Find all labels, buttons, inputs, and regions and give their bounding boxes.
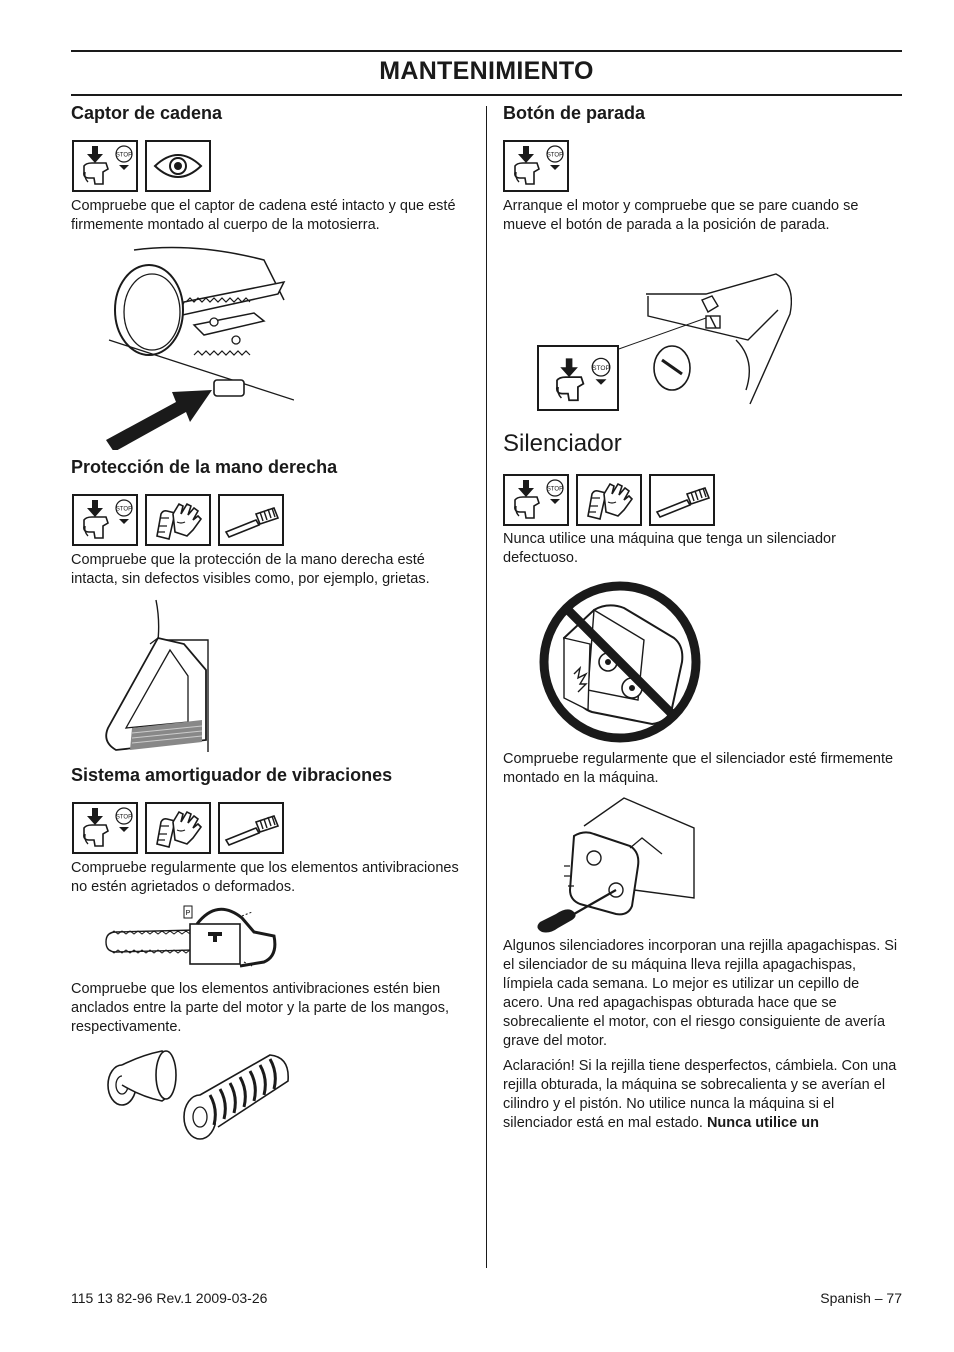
vibraciones-text-1: Compruebe regularmente que los elementos antivibraciones no estén agrietados o deformados.	[71, 860, 459, 895]
captor-text: Compruebe que el captor de cadena esté intacto y que esté firmemente montado al cuerpo de la motosierra.	[71, 198, 456, 233]
top-rule	[71, 50, 902, 52]
silenciador-text-2: Compruebe regularmente que el silenciador esté firmemente montado en la máquina.	[503, 751, 894, 786]
section-heading-silenciador: Silenciador	[503, 430, 622, 457]
silenciador-text-4-bold: Nunca utilice un	[706, 1115, 819, 1131]
stop-switch-illustration	[536, 250, 792, 420]
svg-text:P: P	[185, 910, 191, 917]
proteccion-icon-row	[72, 494, 284, 546]
inspect-eye-icon	[145, 140, 211, 192]
gloves-icon	[576, 474, 642, 526]
chainsaw-side-illustration	[102, 902, 277, 974]
stop-motor-icon	[72, 140, 138, 192]
brush-icon	[649, 474, 715, 526]
section-heading-proteccion: Protección de la mano derecha	[71, 457, 338, 477]
stop-motor-icon	[503, 474, 569, 526]
section-heading-vibraciones: Sistema amortiguador de vibraciones	[71, 765, 393, 785]
silenciador-text-4-regular: Aclaración! Si la rejilla tiene desperfectos, cámbiela. Con una rejilla obturada, la máquina se sobrecalienta y se averían el cilindro y el pistón. No utilice nunca la máquina si el silenciador está en mal estado.	[503, 1058, 897, 1131]
silenciador-text-3: Algunos silenciadores incorporan una rejilla apagachispas. Si el silenciador de su máquina lleva rejilla apagachispas, límpiela cada semana. Lo mejor es utilizar un cepillo de acero. Una red apagachispas obturada hace que se sobrecaliente el motor, con el riesgo consiguiente de avería grave del motor.	[503, 938, 898, 1049]
gloves-icon	[145, 802, 211, 854]
captor-icon-row	[72, 140, 211, 192]
right-hand-guard-illustration	[98, 598, 248, 760]
silenciador-icon-row	[503, 474, 715, 526]
brush-icon	[218, 494, 284, 546]
section-heading-boton: Botón de parada	[503, 103, 646, 123]
damaged-muffler-prohibited-illustration	[534, 578, 706, 746]
stop-motor-icon	[503, 140, 569, 192]
muffler-screwdriver-illustration	[534, 796, 696, 934]
silenciador-text-1: Nunca utilice una máquina que tenga un silenciador defectuoso.	[503, 531, 836, 566]
stop-motor-icon	[72, 802, 138, 854]
title-underline	[71, 94, 902, 96]
page-title: MANTENIMIENTO	[379, 57, 594, 85]
footer-page-label: Spanish – 77	[820, 1290, 902, 1306]
anti-vibration-elements-illustration	[102, 1045, 297, 1145]
boton-text: Arranque el motor y compruebe que se pare cuando se mueve el botón de parada a la posición de parada.	[503, 198, 859, 233]
gloves-icon	[145, 494, 211, 546]
chain-catcher-illustration	[104, 240, 294, 450]
silenciador-text-4	[503, 1057, 903, 1133]
stop-motor-icon	[72, 494, 138, 546]
vibraciones-icon-row	[72, 802, 284, 854]
brush-icon	[218, 802, 284, 854]
column-divider	[486, 106, 487, 1268]
section-heading-captor: Captor de cadena	[71, 103, 223, 123]
proteccion-text: Compruebe que la protección de la mano derecha esté intacta, sin defectos visibles como, por ejemplo, grietas.	[71, 552, 430, 587]
vibraciones-text-2: Compruebe que los elementos antivibraciones estén bien anclados entre la parte del motor y la parte de los mangos, respectivamente.	[71, 981, 450, 1035]
footer-doc-id: 115 13 82-96 Rev.1 2009-03-26	[71, 1290, 268, 1306]
boton-icon-row	[503, 140, 569, 192]
